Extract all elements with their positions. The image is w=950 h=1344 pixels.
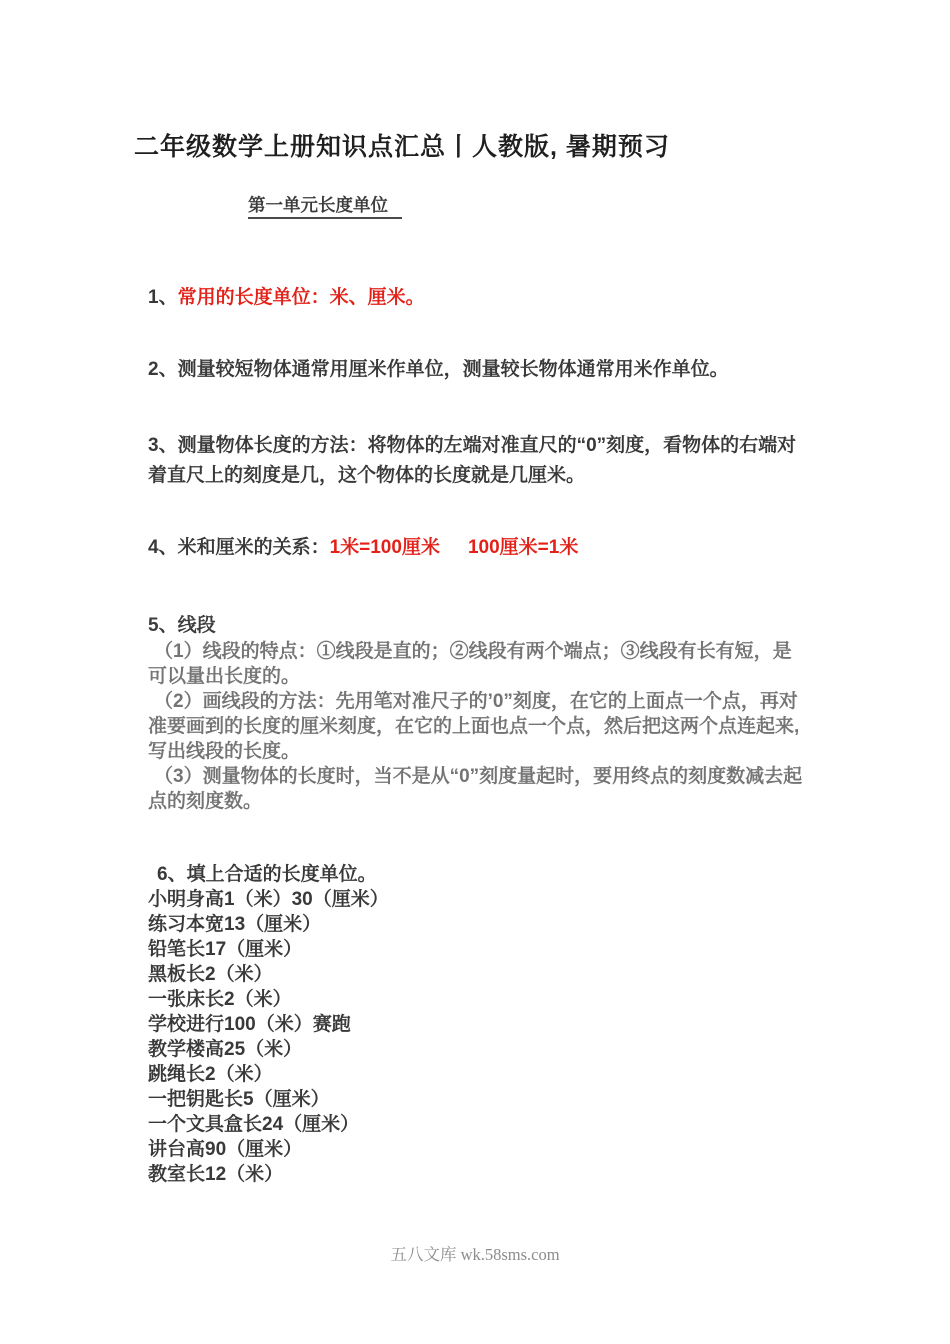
- point-6-header: 6、填上合适的长度单位。: [157, 864, 377, 885]
- unit-item: 教室长12（米）: [148, 1164, 284, 1185]
- unit-item: 讲台高90（厘米）: [148, 1139, 303, 1160]
- unit-item: 小明身高1（米）30（厘米）: [148, 889, 389, 910]
- point-4: [148, 533, 810, 563]
- point-5-sub-3: （3）测量物体的长度时，当不是从“0”刻度量起时，要用终点的刻度数减去起点的刻度数。: [148, 766, 803, 812]
- page-title: 二年级数学上册知识点汇总丨人教版, 暑期预习: [134, 133, 670, 161]
- point-5-header: 5、线段: [148, 615, 216, 636]
- unit-item: 一张床长2（米）: [148, 989, 292, 1010]
- point-4-label: 4、米和厘米的关系：: [148, 537, 330, 558]
- point-1-highlight-text: 常用的长度单位：米、厘米。: [177, 287, 425, 308]
- point-2: 2、测量较短物体通常用厘米作单位，测量较长物体通常用米作单位。: [148, 359, 729, 380]
- unit-item: 教学楼高25（米）: [148, 1039, 303, 1060]
- point-5-sub-1: （1）线段的特点：①线段是直的；②线段有两个端点；③线段有长有短，是可以量出长度的。: [148, 641, 792, 687]
- section-heading-row: [248, 195, 810, 219]
- point-6-section: [148, 862, 810, 1187]
- unit-item: 黑板长2（米）: [148, 964, 273, 985]
- formula-meter-to-cm: 1米=100厘米: [329, 537, 440, 558]
- point-3: 3、测量物体长度的方法：将物体的左端对准直尺的“0”刻度，看物体的右端对着直尺上的刻度是几，这个物体的长度就是几厘米。: [148, 435, 797, 486]
- unit-item: 练习本宽13（厘米）: [148, 914, 322, 935]
- point-1-number: 1、: [148, 287, 178, 308]
- formula-cm-to-meter: 100厘米=1米: [467, 537, 579, 558]
- point-1: [148, 283, 810, 313]
- point-5-section: [148, 613, 810, 814]
- unit-item: 一把钥匙长5（厘米）: [148, 1089, 330, 1110]
- unit-item: 跳绳长2（米）: [148, 1064, 273, 1085]
- watermark-footer: 五八文库 wk.58sms.com: [390, 1245, 560, 1264]
- unit-item: 铅笔长17（厘米）: [148, 939, 303, 960]
- point-5-sub-2: （2）画线段的方法：先用笔对准尺子的’0”刻度，在它的上面点一个点，再对准要画到的长度的厘米刻度，在它的上面也点一个点，然后把这两个点连起来,写出线段的长度。: [148, 691, 800, 762]
- section-heading: 第一单元长度单位: [248, 195, 402, 219]
- unit-item: 一个文具盒长24（厘米）: [148, 1114, 360, 1135]
- unit-item: 学校进行100（米）赛跑: [148, 1014, 351, 1035]
